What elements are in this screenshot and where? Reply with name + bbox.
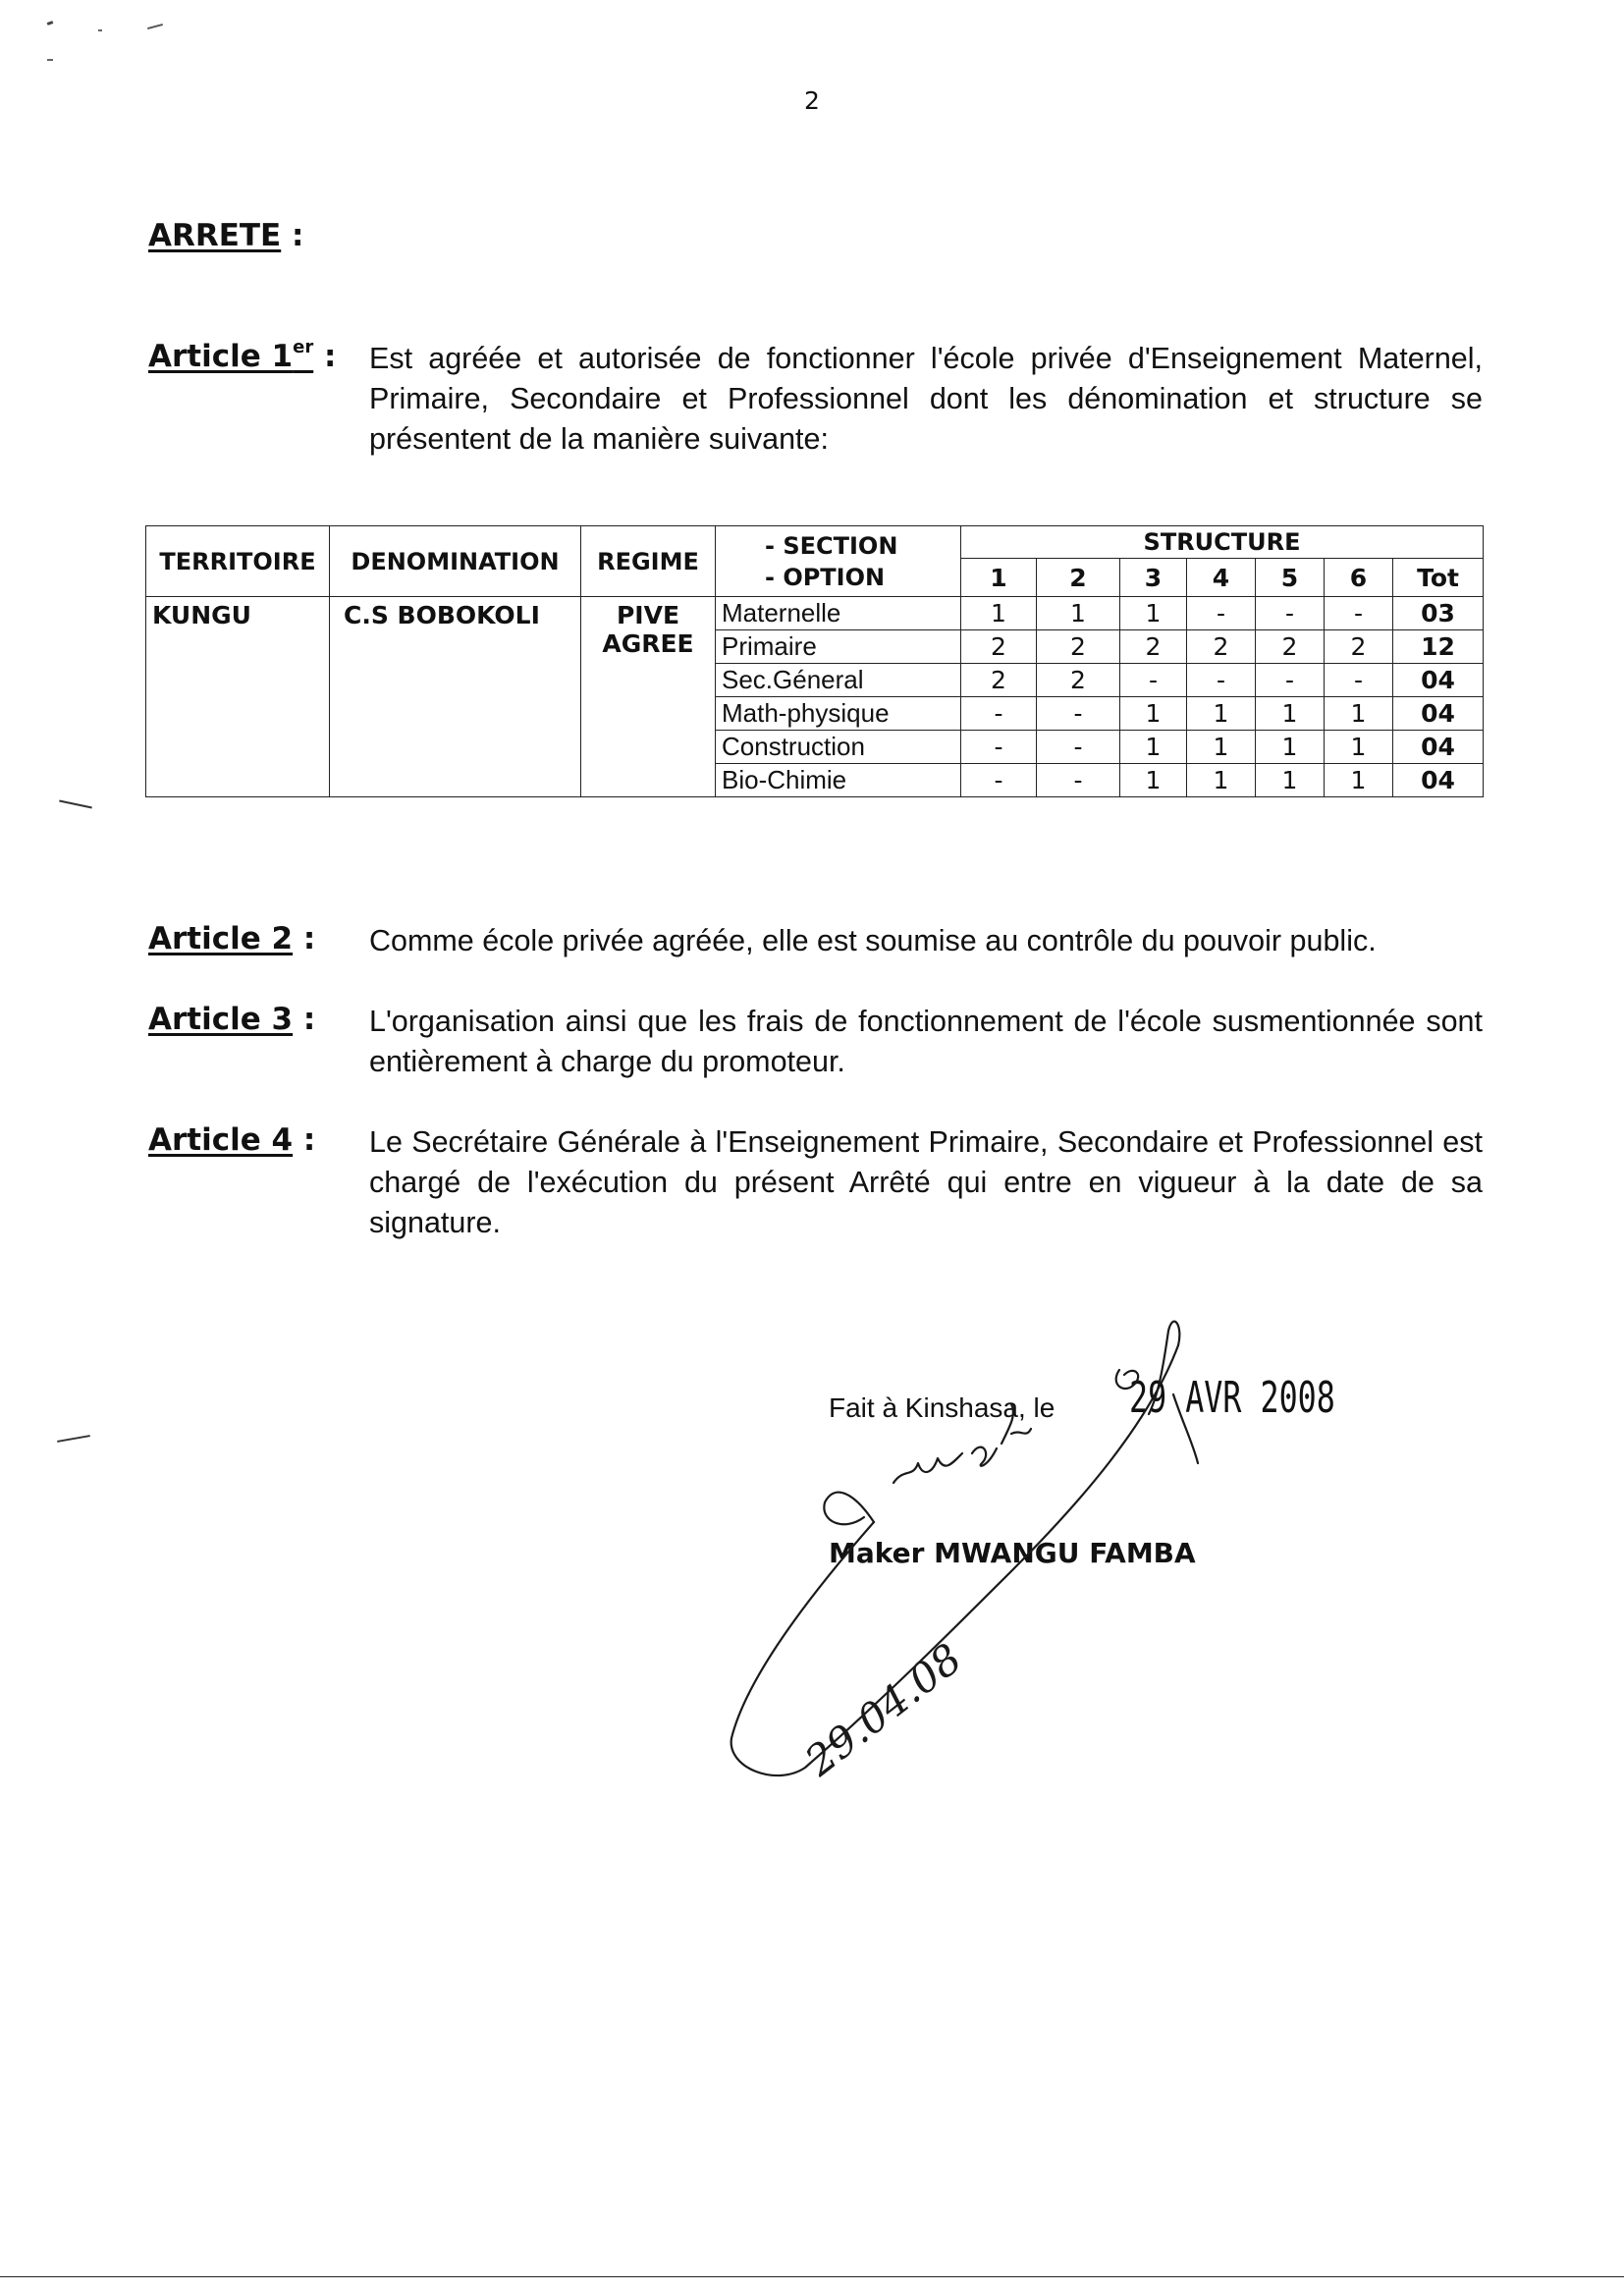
cell-option: Bio-Chimie — [716, 764, 961, 797]
structure-table — [145, 525, 1484, 797]
cell-regime-line2: AGREE — [602, 629, 694, 658]
header-col-6: 6 — [1325, 559, 1393, 597]
cell-value: 1 — [1120, 731, 1187, 764]
header-option: - OPTION — [765, 563, 886, 591]
cell-value: - — [1256, 664, 1325, 697]
signer-name: Maker MWANGU FAMBA — [829, 1537, 1196, 1569]
article-4-text: Le Secrétaire Générale à l'Enseignement Primaire, Secondaire et Professionnel est chargé de l'exécution du présent Arrêté qui entre en vigueur à la date de sa signature. — [369, 1125, 1483, 1239]
cell-value: 1 — [1037, 597, 1120, 630]
article-3-label — [148, 1002, 369, 1082]
cell-value: 1 — [1120, 764, 1187, 797]
header-col-tot: Tot — [1393, 559, 1484, 597]
cell-value: - — [1256, 597, 1325, 630]
cell-option: Math-physique — [716, 697, 961, 731]
cell-total: 04 — [1393, 697, 1484, 731]
page-number: 2 — [804, 86, 820, 115]
cell-value: 1 — [1256, 764, 1325, 797]
scan-speck — [98, 29, 102, 31]
cell-value: 2 — [961, 664, 1037, 697]
signature-stroke — [1149, 1322, 1198, 1463]
article-4-label-suffix: : — [293, 1122, 316, 1158]
cell-value: 1 — [1325, 731, 1393, 764]
cell-value: 1 — [1120, 597, 1187, 630]
cell-value: 2 — [961, 630, 1037, 664]
cell-value: - — [1037, 764, 1120, 797]
cell-value: - — [1325, 664, 1393, 697]
cell-regime-line1: PIVE — [616, 601, 680, 629]
article-2-label-text: Article 2 — [148, 921, 294, 956]
article-1-label-suffix: : — [313, 339, 337, 374]
cell-value: 1 — [1325, 697, 1393, 731]
header-col-5: 5 — [1256, 559, 1325, 597]
heading-label: ARRETE — [148, 218, 282, 253]
signature-stroke — [893, 1404, 1031, 1483]
handwritten-signature-image — [687, 1306, 1276, 1817]
article-2-label — [148, 921, 369, 961]
cell-total: 04 — [1393, 764, 1484, 797]
cell-option: Sec.Géneral — [716, 664, 961, 697]
header-col-4: 4 — [1187, 559, 1256, 597]
place-and-date-label: Fait à Kinshasa, le — [829, 1392, 1056, 1423]
article-1-label-text: Article 1 — [148, 339, 294, 374]
scan-speck — [57, 1435, 90, 1443]
header-denomination: DENOMINATION — [330, 526, 581, 597]
cell-total: 04 — [1393, 731, 1484, 764]
date-stamp: 29 AVR 2008 — [1129, 1373, 1335, 1423]
cell-value: - — [1325, 597, 1393, 630]
article-3-label-text: Article 3 — [148, 1002, 294, 1037]
heading-suffix: : — [281, 218, 304, 253]
article-4 — [148, 1122, 1484, 1243]
article-2-label-suffix: : — [293, 921, 316, 956]
cell-denomination: C.S BOBOKOLI — [330, 597, 581, 797]
cell-value: 2 — [1325, 630, 1393, 664]
header-regime: REGIME — [581, 526, 716, 597]
cell-value: 1 — [961, 597, 1037, 630]
cell-regime — [581, 597, 716, 797]
cell-value: 2 — [1256, 630, 1325, 664]
header-col-3: 3 — [1120, 559, 1187, 597]
cell-value: - — [961, 731, 1037, 764]
header-structure: STRUCTURE — [961, 526, 1484, 559]
cell-value: - — [1120, 664, 1187, 697]
cell-value: 1 — [1187, 697, 1256, 731]
article-1-text: Est agréée et autorisée de fonctionner l'école privée d'Enseignement Maternel, Primaire, Secondaire et Professionnel dont les dénomination et structure se présentent de la manière suivante: — [369, 342, 1483, 456]
signature-stroke — [731, 1345, 1178, 1775]
article-2 — [148, 921, 1484, 961]
header-col-1: 1 — [961, 559, 1037, 597]
handwritten-date: 29.04.08 — [795, 1634, 971, 1785]
article-3 — [148, 1002, 1484, 1082]
cell-option: Construction — [716, 731, 961, 764]
cell-value: - — [1037, 731, 1120, 764]
header-section: - SECTION — [765, 531, 898, 560]
scan-speck — [59, 799, 92, 808]
cell-value: 1 — [1325, 764, 1393, 797]
cell-value: 2 — [1037, 664, 1120, 697]
cell-value: 2 — [1037, 630, 1120, 664]
signature-stroke — [1116, 1370, 1138, 1389]
article-4-label — [148, 1122, 369, 1243]
article-4-label-text: Article 4 — [148, 1122, 294, 1158]
cell-value: - — [1187, 664, 1256, 697]
signature-stroke — [824, 1493, 874, 1525]
document-heading — [148, 218, 303, 253]
cell-value: - — [961, 764, 1037, 797]
cell-value: - — [1187, 597, 1256, 630]
header-territoire: TERRITOIRE — [146, 526, 330, 597]
cell-total: 03 — [1393, 597, 1484, 630]
cell-value: 1 — [1187, 731, 1256, 764]
article-1 — [148, 339, 1484, 460]
cell-option: Maternelle — [716, 597, 961, 630]
scan-speck — [47, 21, 54, 26]
cell-value: 1 — [1120, 697, 1187, 731]
cell-total: 12 — [1393, 630, 1484, 664]
article-3-text: L'organisation ainsi que les frais de fonctionnement de l'école susmentionnée sont entièrement à charge du promoteur. — [369, 1005, 1483, 1078]
cell-value: 1 — [1256, 697, 1325, 731]
cell-value: - — [1037, 697, 1120, 731]
table-row — [146, 597, 1484, 630]
article-1-label-sup: er — [293, 337, 314, 357]
cell-option: Primaire — [716, 630, 961, 664]
article-1-label — [148, 339, 369, 460]
page-bottom-rule — [0, 2276, 1624, 2277]
header-section-option — [716, 526, 961, 597]
cell-value: 1 — [1187, 764, 1256, 797]
cell-total: 04 — [1393, 664, 1484, 697]
cell-value: 2 — [1187, 630, 1256, 664]
scan-speck — [47, 59, 53, 61]
cell-territoire: KUNGU — [146, 597, 330, 797]
scan-speck — [147, 24, 163, 29]
article-3-label-suffix: : — [293, 1002, 316, 1037]
cell-value: - — [961, 697, 1037, 731]
cell-value: 1 — [1256, 731, 1325, 764]
header-col-2: 2 — [1037, 559, 1120, 597]
article-2-text: Comme école privée agréée, elle est soumise au contrôle du pouvoir public. — [369, 924, 1377, 957]
cell-value: 2 — [1120, 630, 1187, 664]
